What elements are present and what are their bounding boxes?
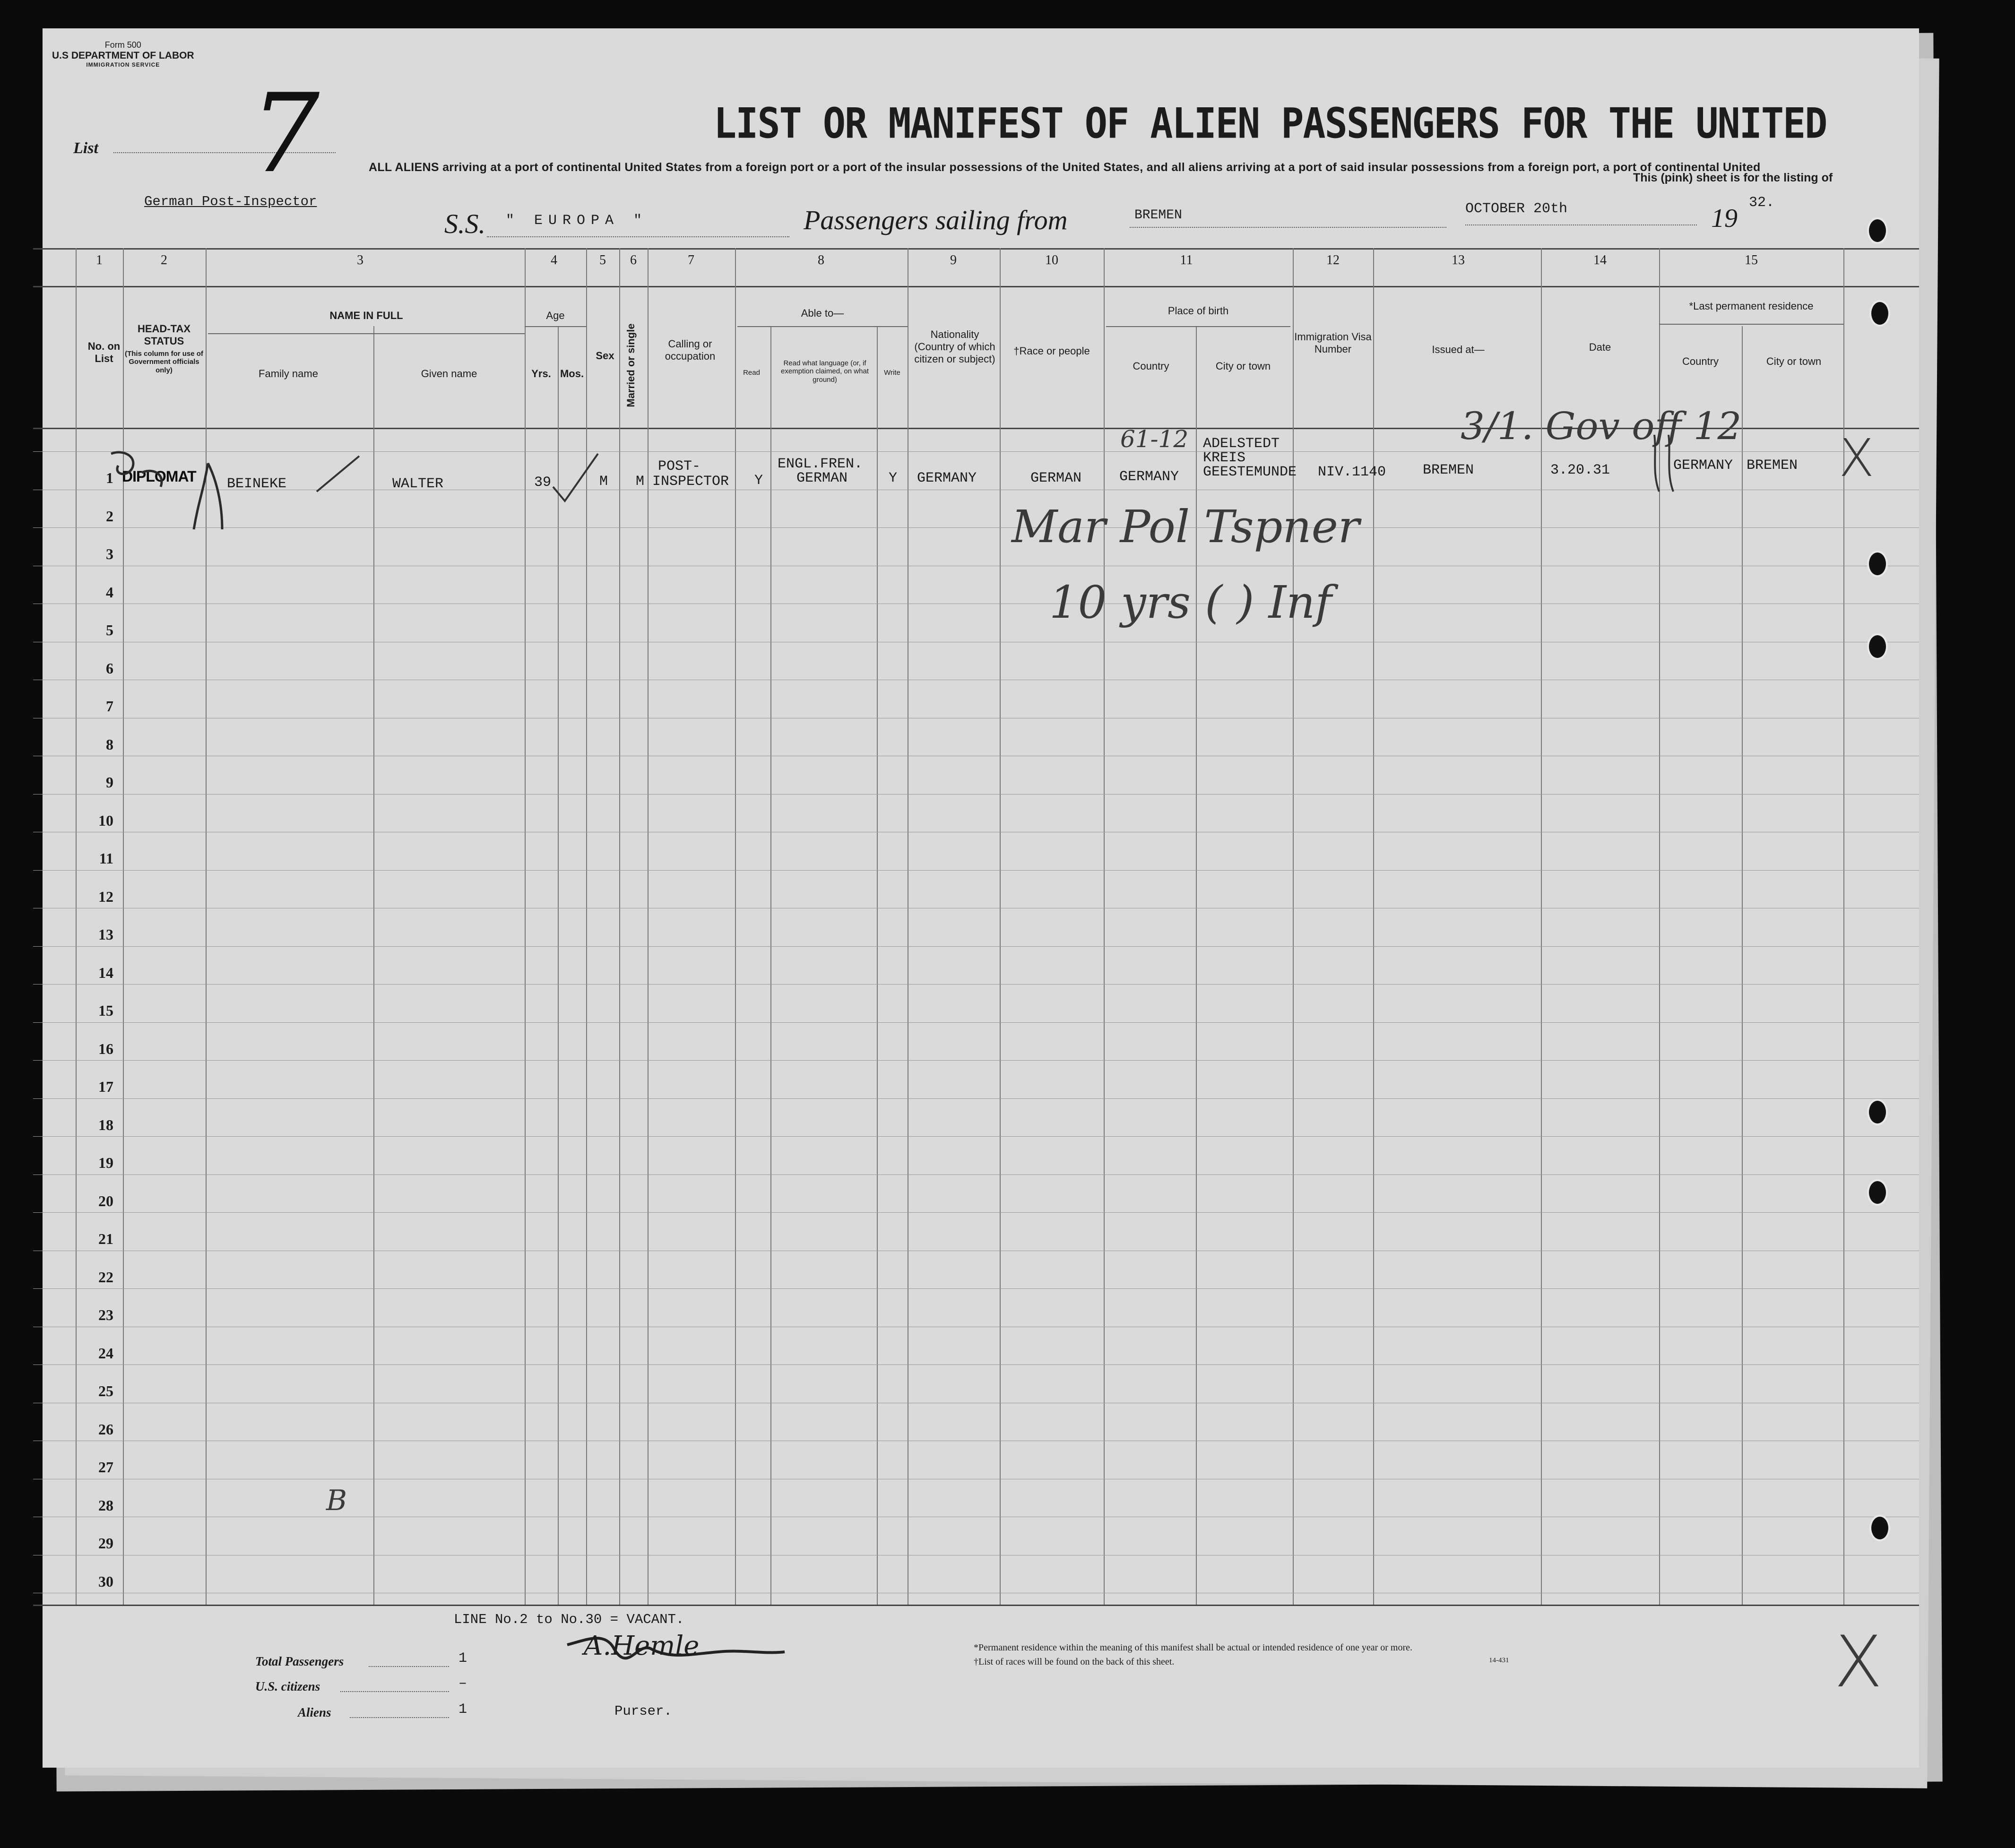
binder-hole [1869,300,1890,327]
header-pob-country: Country [1133,360,1169,372]
aliens-label: Aliens [298,1705,331,1719]
header-yrs: Yrs. [531,368,551,380]
aliens-value: 1 [458,1701,467,1718]
header-age: Age [546,310,565,321]
header-date: Date [1589,341,1611,353]
row-number: 13 [98,926,113,943]
row-number: 10 [98,812,113,829]
ship-name: " EUROPA " [506,213,648,229]
citizens-dotline [340,1691,449,1692]
row1-age-yrs: 39 [534,475,552,491]
header-mos: Mos. [560,368,584,380]
page-title: LIST OR MANIFEST OF ALIEN PASSENGERS FOR THE UNITED [714,99,1827,148]
row1-family-name: BEINEKE [227,476,287,492]
us-citizens-value: – [458,1675,467,1692]
footnote-residence: *Permanent residence within the meaning of this manifest shall be actual or intended residence of one year or more. [974,1642,1413,1653]
row1-race: GERMAN [1030,470,1082,486]
row1-married: M [636,474,645,490]
row-number: 28 [98,1497,113,1514]
instructions-line2: This (pink) sheet is for the listing of [1633,171,1833,184]
row1-read: Y [754,473,763,489]
row1-lr-city: BREMEN [1747,458,1798,474]
purser-signature: A.Hemle [584,1631,700,1661]
header-name-in-full: NAME IN FULL [329,310,403,321]
column-number: 9 [950,253,957,268]
column-number: 1 [96,253,103,268]
header-place-of-birth: Place of birth [1167,305,1229,317]
row-number: 4 [106,584,113,601]
handwritten-note-line2: 10 yrs ( ) Inf [1049,577,1332,629]
row1-read-lang-line1: ENGL.FREN. [778,456,863,472]
row-number: 19 [98,1154,113,1171]
row-number: 25 [98,1382,113,1399]
row-number: 27 [98,1459,113,1476]
total-passengers-label: Total Passengers [255,1654,344,1668]
family-name-tick [317,456,359,492]
vacant-note: LINE No.2 to No.30 = VACANT. [454,1612,684,1627]
header-issued-at: Issued at— [1432,344,1485,355]
departure-port: BREMEN [1134,208,1182,223]
column-number: 14 [1593,253,1607,268]
column-number: 7 [688,253,694,268]
row-number: 8 [106,736,113,753]
handwritten-pob-note: 61-12 [1120,425,1189,453]
header-lr-city: City or town [1766,355,1822,367]
row1-pob-city-line1: ADELSTEDT [1203,436,1280,452]
header-lr-country: Country [1682,355,1719,367]
header-calling: Calling or occupation [665,338,716,362]
header-pob-city: City or town [1215,360,1271,372]
form-number: Form 500 [104,40,141,50]
header-sex: Sex [596,350,614,362]
footnote-races: †List of races will be found on the back of this sheet. [974,1657,1175,1667]
row-number: 9 [106,774,113,791]
row1-date: 3.20.31 [1550,462,1610,478]
sailing-date: OCTOBER 20th [1465,201,1568,217]
total-dotline [369,1666,449,1667]
header-read: Read [743,369,760,377]
row1-pob-country: GERMANY [1119,469,1179,485]
row-number: 26 [98,1421,113,1438]
row1-nationality: GERMANY [917,470,977,486]
row-number: 29 [98,1535,113,1552]
binder-hole [1867,1179,1888,1206]
head-tax-scribble [111,452,222,529]
row-number: 24 [98,1345,113,1362]
row-number: 30 [98,1573,113,1590]
row1-write: Y [889,470,898,486]
row-number: 15 [98,1002,113,1019]
handwritten-visa-note: 3/1. Gov off 12 [1461,404,1742,448]
header-family-name: Family name [259,368,318,380]
binder-hole [1869,1515,1890,1541]
head-tax-stamp: DIPLOMAT [122,468,196,485]
binder-hole [1867,217,1888,244]
binder-hole [1867,633,1888,660]
form-code: 14-431 [1489,1657,1509,1664]
row-number: 17 [98,1078,113,1095]
column-number: 8 [818,253,824,268]
total-passengers-value: 1 [458,1650,467,1667]
age-tick [553,454,598,501]
row-number: 7 [106,698,113,715]
row-number: 12 [98,888,113,905]
header-last-residence: *Last permanent residence [1689,300,1814,312]
row-number: 1 [106,469,113,486]
row-number: 21 [98,1230,113,1247]
year-prefix: 19 [1711,204,1738,233]
service-name: IMMIGRATION SERVICE [86,61,160,68]
sailing-label: Passengers sailing from [804,205,1068,235]
ss-label: S.S. [444,208,485,239]
row-number: 18 [98,1116,113,1133]
header-nationality: Nationality (Country of which citizen or subject) [914,328,995,365]
row1-given-name: WALTER [392,476,444,492]
column-number: 4 [551,253,557,268]
row1-occupation-line2: INSPECTOR [652,474,729,490]
column-number: 2 [161,253,167,268]
list-number: 7 [251,71,320,197]
column-number: 12 [1326,253,1340,268]
handwritten-check-mark: X [1839,428,1875,488]
list-label: List [73,139,98,157]
row1-occupation-line1: POST- [658,458,701,475]
row-number: 2 [106,508,113,525]
header-head-tax: HEAD-TAX STATUS [137,323,191,347]
column-number: 10 [1045,253,1058,268]
header-visa: Immigration Visa Number [1294,331,1372,355]
header-read-lang: Read what language (or, if exemption claimed, on what ground) [781,359,869,384]
binder-hole [1867,1099,1888,1125]
us-citizens-label: U.S. citizens [255,1679,320,1693]
row-number: 22 [98,1269,113,1286]
purser-label: Purser. [614,1703,672,1719]
header-write: Write [884,369,900,377]
column-number: 11 [1180,253,1193,268]
column-number: 6 [630,253,637,268]
department-name: U.S DEPARTMENT OF LABOR [52,50,194,61]
handwritten-row28-mark: B [326,1484,347,1517]
row1-pob-city-line3: GEESTEMUNDE [1203,464,1297,480]
instructions-line1: ALL ALIENS arriving at a port of continental United States from a foreign port or a port of the insular possessions of the United States, and all aliens arriving at a port of said insular possessions from a foreign port, a port of continental United [369,161,1761,174]
header-given-name: Given name [421,368,477,380]
header-head-tax-note: (This column for use of Government officials only) [125,350,203,374]
row1-sex: M [599,474,608,490]
row-number: 20 [98,1192,113,1209]
header-no-on-list: No. on List [87,340,121,364]
row-number: 11 [99,850,113,867]
row1-pob-city-line2: KREIS [1203,450,1246,466]
column-number: 3 [357,253,363,268]
row-number: 3 [106,545,113,562]
column-number: 5 [599,253,606,268]
row1-issued-at: BREMEN [1423,462,1474,478]
row-number: 6 [106,660,113,677]
list-category: German Post-Inspector [144,194,317,209]
header-married: Married or single [625,323,637,407]
row1-lr-country: GERMANY [1673,458,1733,474]
year-suffix: 32. [1749,195,1775,211]
row-number: 23 [98,1306,113,1323]
row1-read-lang-line2: GERMAN [796,470,848,486]
column-number: 13 [1452,253,1465,268]
row-number: 5 [106,622,113,639]
row-number: 16 [98,1040,113,1057]
residence-ditto-marks [1654,435,1673,492]
handwritten-footer-mark: X [1834,1621,1883,1703]
row1-visa: NIV.1140 [1318,464,1386,480]
aliens-dotline [350,1717,449,1718]
handwritten-note-line1: Mar Pol Tspner [1012,501,1360,553]
row-number: 14 [98,964,113,981]
column-number: 15 [1745,253,1758,268]
binder-hole [1867,551,1888,577]
header-able-to: Able to— [801,307,844,319]
header-race: †Race or people [1013,345,1090,357]
